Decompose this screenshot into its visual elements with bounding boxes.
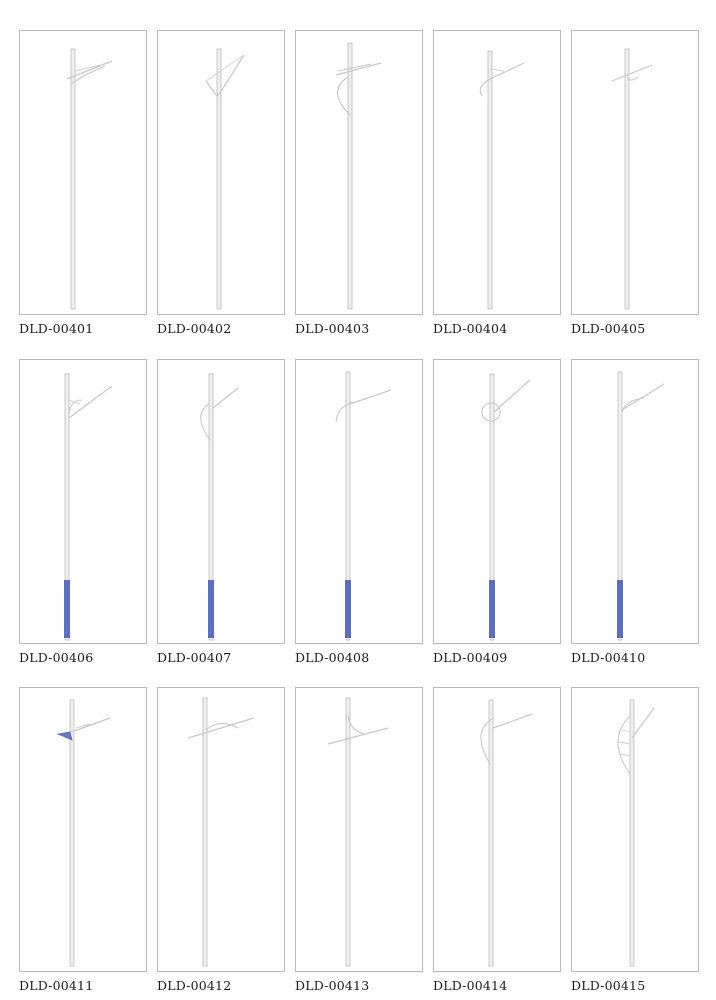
street-lamp-drawing — [20, 31, 146, 314]
street-lamp-drawing — [20, 688, 146, 971]
street-lamp-drawing — [296, 31, 422, 314]
street-lamp-drawing — [158, 688, 284, 971]
product-code-8: DLD-00408 — [295, 650, 370, 665]
product-card-11 — [19, 687, 147, 972]
product-code-7: DLD-00407 — [157, 650, 232, 665]
street-lamp-drawing — [434, 688, 560, 971]
product-code-9: DLD-00409 — [433, 650, 508, 665]
street-lamp-drawing — [296, 688, 422, 971]
product-code-4: DLD-00404 — [433, 321, 508, 336]
product-card-12 — [157, 687, 285, 972]
product-code-1: DLD-00401 — [19, 321, 94, 336]
street-lamp-drawing — [572, 31, 698, 314]
pole-base — [64, 580, 70, 638]
pole-base — [345, 580, 351, 638]
product-card-7 — [157, 359, 285, 644]
product-card-9 — [433, 359, 561, 644]
street-lamp-drawing — [434, 360, 560, 643]
product-code-6: DLD-00406 — [19, 650, 94, 665]
product-card-1 — [19, 30, 147, 315]
product-code-11: DLD-00411 — [19, 978, 94, 993]
product-code-13: DLD-00413 — [295, 978, 370, 993]
product-card-10 — [571, 359, 699, 644]
product-code-2: DLD-00402 — [157, 321, 232, 336]
street-lamp-drawing — [158, 31, 284, 314]
product-card-2 — [157, 30, 285, 315]
product-card-13 — [295, 687, 423, 972]
street-lamp-drawing — [572, 360, 698, 643]
product-card-4 — [433, 30, 561, 315]
product-card-6 — [19, 359, 147, 644]
pole-base — [208, 580, 214, 638]
product-code-3: DLD-00403 — [295, 321, 370, 336]
product-code-10: DLD-00410 — [571, 650, 646, 665]
pole-base — [489, 580, 495, 638]
street-lamp-drawing — [296, 360, 422, 643]
product-card-5 — [571, 30, 699, 315]
product-code-12: DLD-00412 — [157, 978, 232, 993]
street-lamp-drawing — [158, 360, 284, 643]
product-code-14: DLD-00414 — [433, 978, 508, 993]
product-card-8 — [295, 359, 423, 644]
street-lamp-drawing — [434, 31, 560, 314]
street-lamp-drawing — [572, 688, 698, 971]
product-code-15: DLD-00415 — [571, 978, 646, 993]
street-lamp-drawing — [20, 360, 146, 643]
product-card-14 — [433, 687, 561, 972]
product-card-3 — [295, 30, 423, 315]
product-card-15 — [571, 687, 699, 972]
pole-base — [617, 580, 623, 638]
product-code-5: DLD-00405 — [571, 321, 646, 336]
